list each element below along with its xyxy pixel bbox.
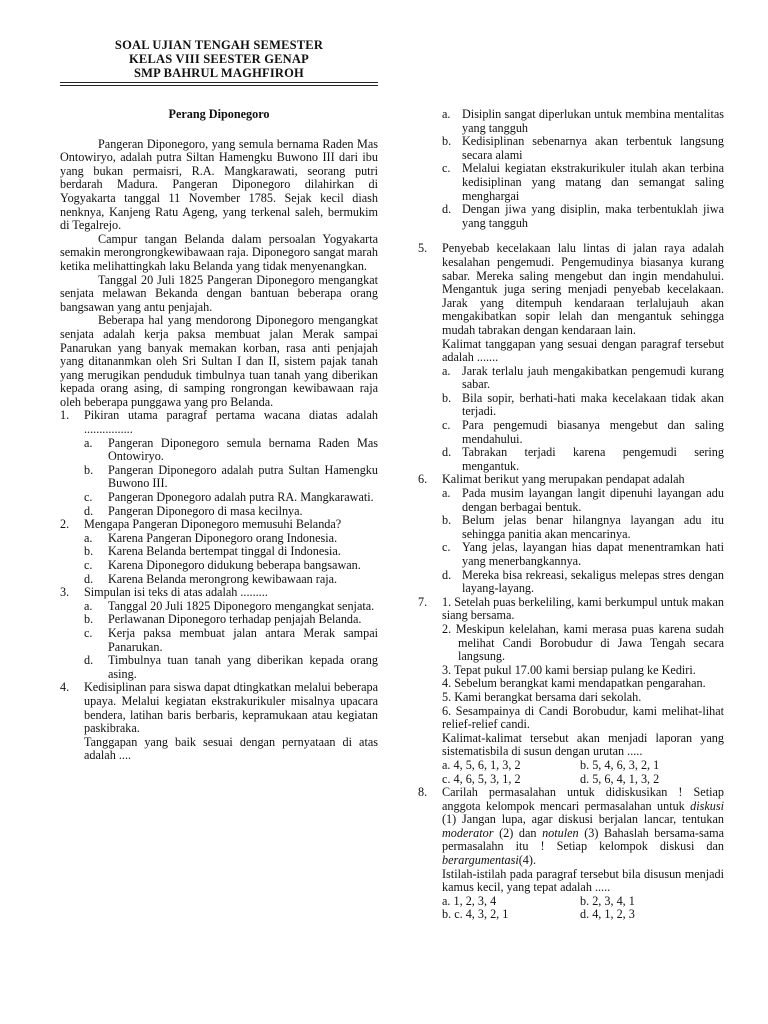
option-letter: b. <box>84 544 94 559</box>
question-8-prompt: Istilah-istilah pada paragraf tersebut bila disusun menjadi kamus kecil, yang tepat adalah ..... <box>442 866 724 895</box>
option-text: Bila sopir, berhati-hati maka kecelakaan tidak akan terjadi. <box>462 390 724 419</box>
option-letter: d. <box>442 202 452 217</box>
question-5-option-a[interactable] <box>418 365 724 392</box>
question-7-prompt: Kalimat-kalimat tersebut akan menjadi laporan yang sistematisbila di susun dengan urutan ..... <box>442 730 724 759</box>
question-8-option-b[interactable]: b. 2, 3, 4, 1 <box>580 893 635 908</box>
passage-title: Perang Diponegoro <box>168 107 270 121</box>
question-2-option-a[interactable] <box>60 532 378 546</box>
question-5 <box>418 242 724 337</box>
question-7-option-d[interactable]: d. 5, 6, 4, 1, 3, 2 <box>580 771 660 786</box>
question-1 <box>60 409 378 436</box>
option-text: Perlawanan Diponegoro terhadap penjajah Belanda. <box>108 612 362 627</box>
question-3-option-d[interactable] <box>60 654 378 681</box>
term-moderator: moderator <box>442 825 494 840</box>
question-7-option-b[interactable]: b. 5, 4, 6, 3, 2, 1 <box>580 757 660 772</box>
question-1-option-b[interactable] <box>60 464 378 491</box>
question-6-option-b[interactable] <box>418 514 724 541</box>
question-number: 2. <box>60 517 70 532</box>
passage-paragraph-1: Pangeran Diponegoro, yang semula bernama Raden Mas Ontowiryo, adalah putra Siltan Hamengku Buwono III dari ibu yang bukan permaisri, R.A. Mangkarawati, seorang putri berdarah Madura. Pangeran Diponegoro dilahirkan di Yogyakarta tanggal 11 November 1785. Sejak kecil diash nenknya, Kanjeng Ratu Ageng, yang terkenal saleh, bermukim di Tegalrejo. <box>60 136 378 233</box>
option-text: Timbulnya tuan tanah yang diberikan kepada orang asing. <box>108 653 378 681</box>
question-number: 4. <box>60 680 70 695</box>
header-rule-bottom <box>60 85 378 86</box>
question-5-option-b[interactable] <box>418 392 724 419</box>
question-2-option-d[interactable] <box>60 573 378 587</box>
header-line-2: KELAS VIII SEESTER GENAP <box>129 52 309 66</box>
option-text: Kerja paksa membuat jalan antara Merak sampai Panarukan. <box>108 625 378 654</box>
question-7-option-c[interactable]: c. 4, 6, 5, 3, 1, 2 <box>442 771 521 786</box>
question-text-part-3: (2) dan <box>499 825 537 840</box>
question-text-part-2: (1) Jangan lupa, agar diskusi berjalan lancar, tentukan <box>442 812 724 827</box>
question-number: 7. <box>418 594 428 609</box>
option-letter: c. <box>442 418 451 433</box>
question-text: Kalimat berikut yang merupakan pendapat adalah <box>442 472 685 487</box>
question-8-options-row-1 <box>418 895 724 909</box>
header-line-3: SMP BAHRUL MAGHFIROH <box>134 66 304 80</box>
option-letter: a. <box>84 435 93 450</box>
question-number: 1. <box>60 408 70 423</box>
question-3-option-a[interactable] <box>60 600 378 614</box>
option-text: Yang jelas, layangan hias dapat menentramkan hati yang menerbangkannya. <box>462 540 724 568</box>
passage-paragraph-3: Tanggal 20 Juli 1825 Pangeran Diponegoro mengangkat senjata melawan Bekanda dengan bantuan beberapa orang bangsawan yang antu penjajah. <box>60 272 378 314</box>
option-text: Tanggal 20 Juli 1825 Diponegoro mengangkat senjata. <box>108 598 375 613</box>
option-letter: c. <box>442 161 451 176</box>
question-5-option-c[interactable] <box>418 419 724 446</box>
option-letter: b. <box>84 462 94 477</box>
question-2-option-c[interactable] <box>60 559 378 573</box>
option-text: Para pengemudi biasanya mengebut dan saling mendahului. <box>462 418 724 446</box>
sentence-2: 2. Meskipun kelelahan, kami merasa puas karena sudah melihat Candi Borobudur di Jawa Tengah secara langsung. <box>442 621 724 664</box>
passage-paragraph-4: Beberapa hal yang mendorong Diponegoro mengangkat senjata adalah kerja paksa membuat jalan Merak sampai Panarukan yang banyak memakan korban, rasa anti penjajah yang ditananmkan oleh Sri Sultan I dan II, sistem pajak tanah yang merugikan penduduk timbulnya tuan tanah yang diberikan kepada orang asing, di samping rongrongan kewibawaan raja oleh beberapa punggawa yang pro Belanda. <box>60 313 378 409</box>
option-text: Pangeran Dponegoro adalah putra RA. Mangkarawati. <box>108 490 374 505</box>
question-6-option-a[interactable] <box>418 487 724 514</box>
question-5-prompt: Kalimat tanggapan yang sesuai dengan paragraf tersebut adalah ....... <box>442 336 724 365</box>
term-berargumentasi: berargumentasi <box>442 853 519 868</box>
option-text: Belum jelas benar hilangnya layangan adu itu sehingga panitia akan mencarinya. <box>462 513 724 541</box>
option-text: Pangeran Diponegoro adalah putra Sultan Hamengku Buwono III. <box>108 462 378 491</box>
option-text: Karena Pangeran Diponegoro orang Indonesia. <box>108 530 338 545</box>
option-letter: a. <box>442 363 451 378</box>
option-text: Mereka bisa rekreasi, sekaligus melepas stres dengan layang-layang. <box>462 567 724 596</box>
option-letter: c. <box>442 540 451 555</box>
option-text: Jarak terlalu jauh mengakibatkan pengemudi kurang sabar. <box>462 363 724 392</box>
option-letter: b. <box>442 134 452 149</box>
header-line-1: SOAL UJIAN TENGAH SEMESTER <box>114 38 324 52</box>
term-notulen: notulen <box>542 825 579 840</box>
option-text: Dengan jiwa yang disiplin, maka terbentuklah jiwa yang tangguh <box>462 202 724 230</box>
question-text-part-5: (4). <box>518 853 536 868</box>
question-text-part-4: (3) Bahaslah bersama-sama permasalahn itu ! Setiap kelompok diskusi dan <box>442 825 724 854</box>
option-letter: b. <box>84 612 94 627</box>
question-number: 3. <box>60 585 70 600</box>
option-letter: c. <box>84 625 93 640</box>
question-3 <box>60 586 378 600</box>
option-text: Karena Diponegoro didukung beberapa bangsawan. <box>108 558 361 572</box>
question-8-option-d[interactable]: d. 4, 1, 2, 3 <box>580 907 635 922</box>
question-6-option-c[interactable] <box>418 541 724 568</box>
question-8 <box>418 786 724 868</box>
option-letter: b. <box>442 390 452 405</box>
question-number: 5. <box>418 241 428 256</box>
option-text: Pangeran Diponegoro di masa kecilnya. <box>108 503 303 518</box>
question-4-option-b[interactable] <box>418 135 724 162</box>
option-text: Pangeran Diponegoro semula bernama Raden Mas Ontowiryo. <box>108 435 378 464</box>
option-letter: a. <box>442 107 451 121</box>
question-7-options-row-2 <box>418 773 724 787</box>
question-text: Mengapa Pangeran Diponegoro memusuhi Belanda? <box>84 517 342 532</box>
question-8-option-c[interactable]: b. c. 4, 3, 2, 1 <box>442 907 509 922</box>
option-text: Disiplin sangat diperlukan untuk membina mentalitas yang tangguh <box>462 107 724 135</box>
option-letter: c. <box>84 558 93 572</box>
question-4-option-a[interactable] <box>418 108 724 135</box>
option-letter: d. <box>84 653 94 668</box>
option-letter: c. <box>84 490 93 505</box>
question-8-options-row-2 <box>418 908 724 922</box>
question-2-option-b[interactable] <box>60 545 378 559</box>
left-column <box>60 108 378 763</box>
passage-paragraph-2: Campur tangan Belanda dalam persoalan Yogyakarta semakin merongrongkewibawaan raja. Diponegoro sangat marah ketika melihattingkah laku Belanda yang tidak menyenangkan. <box>60 231 378 273</box>
option-text: Kedisiplinan sebenarnya akan terbentuk langsung secara alami <box>462 134 724 162</box>
question-number: 6. <box>418 472 428 487</box>
question-1-option-a[interactable] <box>60 437 378 464</box>
question-6-option-d[interactable] <box>418 569 724 596</box>
sentence-4: 4. Sebelum berangkat kami mendapatkan pengarahan. <box>442 676 706 691</box>
question-text-part-1: Carilah permasalahan untuk didiskusikan ! Setiap anggota kelompok mencari permasalahan untuk <box>442 785 724 813</box>
right-column <box>418 108 724 922</box>
question-7-option-a[interactable]: a. 4, 5, 6, 1, 3, 2 <box>442 757 521 772</box>
option-text: Pada musim layangan langit dipenuhi layangan adu dengan berbagai bentuk. <box>462 486 724 514</box>
sentence-5: 5. Kami berangkat bersama dari sekolah. <box>442 689 642 704</box>
question-6 <box>418 473 724 487</box>
question-7 <box>418 596 724 623</box>
question-4 <box>60 681 378 735</box>
option-letter: d. <box>442 567 452 582</box>
sentence-6: 6. Sesampainya di Candi Borobudur, kami melihat-lihat relief-relief candi. <box>442 703 724 732</box>
question-4-option-c[interactable] <box>418 162 724 203</box>
question-1-option-d[interactable] <box>60 505 378 519</box>
option-text: Tabrakan terjadi karena pengemudi sering mengantuk. <box>462 445 724 473</box>
option-text: Melalui kegiatan ekstrakurikuler itulah akan terbina kedisiplinan yang matang dan semangat saling menghargai <box>462 161 724 203</box>
question-1-option-c[interactable] <box>60 491 378 505</box>
question-2 <box>60 518 378 532</box>
question-text: Simpulan isi teks di atas adalah ......... <box>84 585 268 600</box>
option-letter: d. <box>84 503 94 518</box>
option-letter: d. <box>84 571 94 586</box>
option-letter: b. <box>442 513 452 528</box>
option-letter: a. <box>84 598 93 613</box>
question-5-option-d[interactable] <box>418 446 724 473</box>
term-diskusi: diskusi <box>690 798 725 813</box>
sentence-3: 3. Tepat pukul 17.00 kami bersiap pulang ke Kediri. <box>442 662 696 677</box>
question-4-prompt: Tanggapan yang baik sesuai dengan pernyataan di atas adalah .... <box>84 734 378 763</box>
header-rule-top <box>60 82 378 83</box>
option-letter: d. <box>442 445 452 460</box>
question-text: Penyebab kecelakaan lalu lintas di jalan raya adalah kesalahan pengemudi. Pengemudinya biasanya kurang sabar. Mereka saling mengebut dan ingin mendahului. Mengantuk juga sering menjadi penyebab kecelakaan. Jarak yang ditempuh kendaraan terlalujauh akan mengakibatkan sopir lelah dan mengantuk sehingga mudah tabrakan dengan kendaraan lain. <box>442 241 724 337</box>
question-3-option-c[interactable] <box>60 627 378 654</box>
question-number: 8. <box>418 785 428 800</box>
option-letter: a. <box>442 486 451 501</box>
question-3-option-b[interactable] <box>60 613 378 627</box>
question-text: Pikiran utama paragraf pertama wacana diatas adalah ................ <box>84 408 378 437</box>
option-letter: a. <box>84 530 93 545</box>
question-7-options-row-1 <box>418 759 724 773</box>
sentence-1: 1. Setelah puas berkeliling, kami berkumpul untuk makan siang bersama. <box>442 594 724 623</box>
option-text: Karena Belanda bertempat tinggal di Indonesia. <box>108 544 341 559</box>
exam-header <box>60 38 378 80</box>
question-text: Kedisiplinan para siswa dapat dtingkatkan melalui beberapa upaya. Melalui kegiatan ekstrakurikuler misalnya upacara bendera, latihan baris berbaris, kepramukaan atau kegiatan paskibraka. <box>84 680 378 736</box>
question-4-option-d[interactable] <box>418 203 724 230</box>
option-text: Karena Belanda merongrong kewibawaan raja. <box>108 571 338 586</box>
question-8-option-a[interactable]: a. 1, 2, 3, 4 <box>442 893 497 908</box>
